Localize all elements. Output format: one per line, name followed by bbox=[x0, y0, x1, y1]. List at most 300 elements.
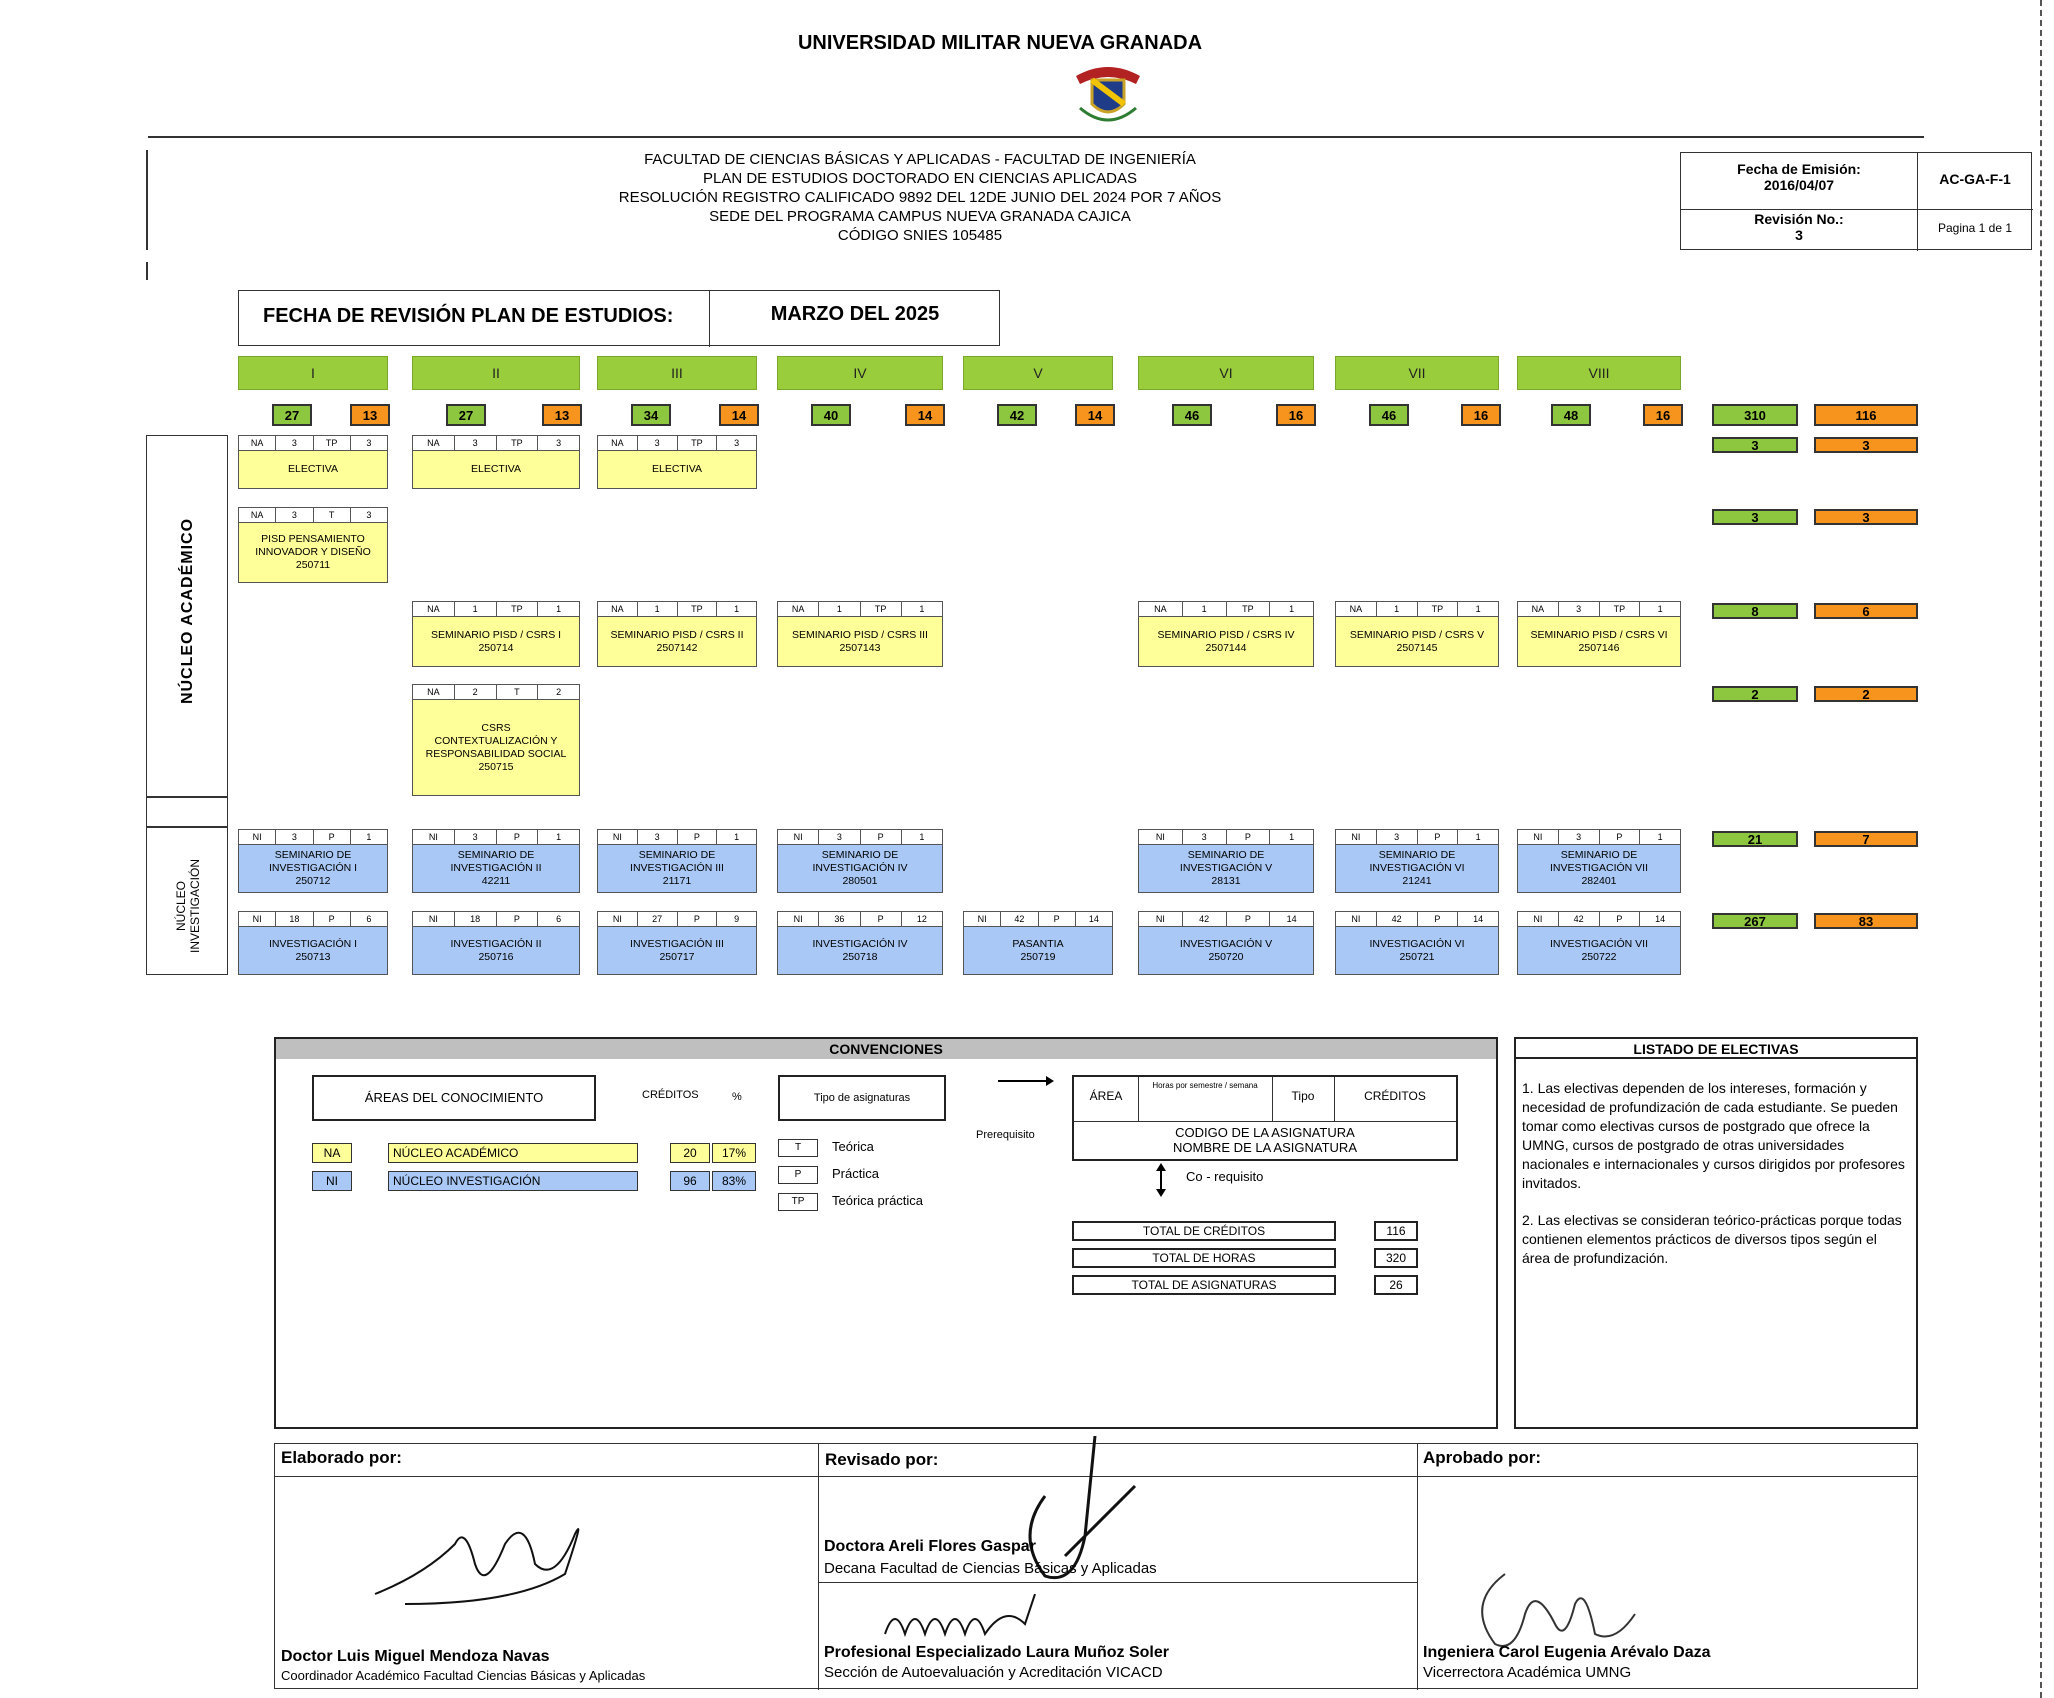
revisado1-role: Decana Facultad de Ciencias Básicas y Aplicadas bbox=[824, 1560, 1157, 1577]
course-card[interactable] bbox=[412, 684, 580, 796]
course-meta-cell: P bbox=[314, 912, 351, 926]
course-card[interactable] bbox=[1335, 601, 1499, 667]
total-credits: 116 bbox=[1814, 404, 1918, 426]
course-meta-cell: 18 bbox=[455, 912, 497, 926]
header-line-3: RESOLUCIÓN REGISTRO CALIFICADO 9892 DEL 12DE JUNIO DEL 2024 POR 7 AÑOS bbox=[618, 189, 1222, 206]
course-meta bbox=[598, 830, 756, 845]
course-meta bbox=[1518, 830, 1680, 845]
total-label: TOTAL DE ASIGNATURAS bbox=[1072, 1275, 1336, 1295]
total-value: 116 bbox=[1374, 1221, 1418, 1241]
course-meta-cell: NI bbox=[239, 830, 276, 844]
course-meta-cell: P bbox=[1418, 830, 1459, 844]
row-total-credits: 3 bbox=[1814, 509, 1918, 525]
course-line: SEMINARIO DE bbox=[638, 849, 716, 861]
aprobado-label: Aprobado por: bbox=[1423, 1448, 1542, 1467]
course-line: 250711 bbox=[295, 559, 331, 571]
course-meta-cell: 6 bbox=[366, 914, 372, 924]
course-line: 250722 bbox=[1581, 950, 1617, 963]
course-card[interactable] bbox=[1517, 911, 1681, 975]
row-total-hours: 3 bbox=[1712, 509, 1798, 525]
course-meta-cell: 1 bbox=[1183, 602, 1227, 616]
row-total-credits: 6 bbox=[1814, 603, 1918, 619]
course-line: INVESTIGACIÓN VI bbox=[1369, 937, 1465, 950]
course-meta bbox=[778, 830, 942, 845]
course-meta-cell: NI bbox=[1336, 830, 1377, 844]
course-line: 21241 bbox=[1402, 875, 1432, 887]
course-meta-cell: 42 bbox=[1001, 912, 1038, 926]
course-meta-cell: P bbox=[1418, 912, 1459, 926]
course-line: SEMINARIO DE bbox=[821, 849, 899, 861]
course-body bbox=[239, 927, 387, 974]
legend-nombre: NOMBRE DE LA ASIGNATURA bbox=[1173, 1140, 1357, 1155]
course-meta-cell: 3 bbox=[1183, 830, 1227, 844]
total-value: 26 bbox=[1374, 1275, 1418, 1295]
revision-plan-box bbox=[238, 290, 1000, 346]
course-line: ELECTIVA bbox=[652, 463, 702, 475]
elaborado-role: Coordinador Académico Facultad Ciencias Básicas y Aplicadas bbox=[281, 1668, 646, 1683]
course-card[interactable] bbox=[412, 601, 580, 667]
course-card[interactable] bbox=[1517, 829, 1681, 893]
course-meta-cell: 14 bbox=[1088, 914, 1099, 924]
course-body bbox=[964, 927, 1112, 974]
course-line: SEMINARIO PISD / CSRS III bbox=[792, 628, 928, 641]
course-meta-cell: 1 bbox=[1475, 832, 1481, 842]
semester-header-II[interactable]: II bbox=[412, 356, 580, 390]
legend-creditos: CRÉDITOS bbox=[1364, 1089, 1426, 1103]
signature-aprobado-icon bbox=[1465, 1564, 1645, 1654]
semester-header-I[interactable]: I bbox=[238, 356, 388, 390]
course-card[interactable] bbox=[963, 911, 1113, 975]
course-body bbox=[1336, 845, 1498, 892]
course-line: CSRS bbox=[481, 721, 511, 734]
course-card[interactable] bbox=[777, 601, 943, 667]
course-meta-cell: 3 bbox=[276, 508, 313, 522]
course-meta-cell: 1 bbox=[556, 604, 562, 614]
course-meta-cell: 1 bbox=[819, 602, 860, 616]
header-info bbox=[560, 150, 1280, 245]
total-hours: 310 bbox=[1712, 404, 1798, 426]
semester-header-VII[interactable]: VII bbox=[1335, 356, 1499, 390]
course-meta-cell: TP bbox=[861, 602, 902, 616]
course-card[interactable] bbox=[238, 829, 388, 893]
tipo-code: T bbox=[778, 1139, 818, 1157]
course-card[interactable] bbox=[1138, 829, 1314, 893]
course-meta-cell: NI bbox=[964, 912, 1001, 926]
convenciones-title: CONVENCIONES bbox=[276, 1039, 1496, 1059]
course-meta-cell: 3 bbox=[455, 830, 497, 844]
course-meta-cell: 1 bbox=[1289, 832, 1295, 842]
course-meta-cell: 3 bbox=[366, 438, 372, 448]
semester-credits: 14 bbox=[905, 404, 945, 426]
revision-value: 3 bbox=[1795, 227, 1803, 243]
course-meta-cell: 36 bbox=[819, 912, 860, 926]
semester-credits: 14 bbox=[1075, 404, 1115, 426]
course-meta-cell: 1 bbox=[919, 604, 925, 614]
course-meta-cell: P bbox=[861, 912, 902, 926]
course-meta-cell: NI bbox=[778, 830, 819, 844]
course-body bbox=[598, 927, 756, 974]
course-line: SEMINARIO PISD / CSRS V bbox=[1349, 628, 1485, 641]
area-credits: 96 bbox=[670, 1171, 710, 1191]
university-title: UNIVERSIDAD MILITAR NUEVA GRANADA bbox=[797, 32, 1203, 54]
page-number: Pagina 1 de 1 bbox=[1937, 221, 2013, 235]
course-line: 42211 bbox=[481, 875, 511, 887]
semester-header-IV[interactable]: IV bbox=[777, 356, 943, 390]
revisado2-role: Sección de Autoevaluación y Acreditación VICACD bbox=[824, 1664, 1163, 1681]
course-card[interactable] bbox=[777, 911, 943, 975]
aprobado-name: Ingeniera Carol Eugenia Arévalo Daza bbox=[1423, 1644, 1711, 1661]
row-total-hours: 267 bbox=[1712, 913, 1798, 929]
course-body bbox=[598, 451, 756, 488]
course-meta-cell: 1 bbox=[1657, 832, 1663, 842]
course-body bbox=[413, 451, 579, 488]
course-body bbox=[778, 927, 942, 974]
course-line: INVESTIGACIÓN VI bbox=[1369, 862, 1465, 874]
course-body bbox=[598, 845, 756, 892]
fecha-emision-value: 2016/04/07 bbox=[1763, 177, 1835, 193]
course-line: 250720 bbox=[1208, 950, 1244, 963]
course-meta-cell: P bbox=[1227, 912, 1271, 926]
course-line: ELECTIVA bbox=[288, 463, 338, 475]
course-body bbox=[413, 617, 579, 666]
course-meta-cell: 1 bbox=[1377, 602, 1418, 616]
semester-header-VI[interactable]: VI bbox=[1138, 356, 1314, 390]
course-meta-cell: NA bbox=[598, 602, 638, 616]
header-line-5: CÓDIGO SNIES 105485 bbox=[837, 227, 1003, 244]
course-body bbox=[1139, 927, 1313, 974]
course-meta bbox=[413, 602, 579, 617]
course-meta-cell: NI bbox=[413, 912, 455, 926]
legend-horas: Horas por semestre / semana bbox=[1152, 1081, 1258, 1090]
electivas-panel bbox=[1514, 1037, 1918, 1429]
course-line: 21171 bbox=[662, 875, 692, 887]
course-body bbox=[1518, 845, 1680, 892]
course-meta-cell: NA bbox=[1336, 602, 1377, 616]
course-body bbox=[1336, 927, 1498, 974]
course-meta-cell: 1 bbox=[556, 832, 562, 842]
course-line: 28131 bbox=[1211, 875, 1241, 887]
course-line: 282401 bbox=[1581, 875, 1617, 887]
course-meta-cell: 3 bbox=[1559, 830, 1600, 844]
course-meta-cell: NI bbox=[1518, 912, 1559, 926]
semester-hours: 34 bbox=[631, 404, 671, 426]
course-meta-cell: 1 bbox=[366, 832, 372, 842]
course-meta-cell: TP bbox=[678, 602, 718, 616]
course-body bbox=[239, 451, 387, 488]
course-meta-cell: 2 bbox=[455, 685, 497, 699]
header-line-4: SEDE DEL PROGRAMA CAMPUS NUEVA GRANADA CAJICA bbox=[709, 208, 1131, 225]
tipo-code: P bbox=[778, 1166, 818, 1184]
doc-control bbox=[1680, 152, 2032, 250]
umng-logo bbox=[1070, 58, 1146, 132]
total-label: TOTAL DE CRÉDITOS bbox=[1072, 1221, 1336, 1241]
course-line: 2507142 bbox=[656, 641, 698, 654]
course-line: SEMINARIO PISD / CSRS IV bbox=[1157, 628, 1295, 641]
signature-elaborado-icon bbox=[365, 1504, 595, 1614]
doc-code: AC-GA-F-1 bbox=[1939, 171, 2011, 187]
course-meta bbox=[1336, 912, 1498, 927]
area-pct: 17% bbox=[712, 1143, 756, 1163]
course-meta bbox=[1139, 830, 1313, 845]
aprobado-role: Vicerrectora Académica UMNG bbox=[1423, 1664, 1632, 1681]
course-meta-cell: NA bbox=[413, 436, 455, 450]
course-meta-cell: 18 bbox=[276, 912, 313, 926]
course-line: INVESTIGACIÓN V bbox=[1179, 937, 1273, 950]
course-body bbox=[413, 845, 579, 892]
semester-credits: 16 bbox=[1276, 404, 1316, 426]
course-meta-cell: 3 bbox=[819, 830, 860, 844]
course-card[interactable] bbox=[238, 911, 388, 975]
course-meta-cell: 9 bbox=[734, 914, 740, 924]
course-meta-cell: P bbox=[1039, 912, 1076, 926]
prerequisite-label: Prerequisito bbox=[976, 1129, 1035, 1141]
semester-hours: 27 bbox=[446, 404, 486, 426]
course-meta-cell: NI bbox=[1139, 830, 1183, 844]
course-line: INNOVADOR Y DISEÑO bbox=[255, 546, 371, 558]
course-line: 250715 bbox=[478, 760, 514, 773]
course-body bbox=[239, 845, 387, 892]
course-meta bbox=[239, 508, 387, 523]
course-meta-cell: TP bbox=[1418, 602, 1459, 616]
page-edge-line bbox=[2040, 0, 2042, 1698]
course-card[interactable] bbox=[1335, 911, 1499, 975]
course-card[interactable] bbox=[238, 507, 388, 583]
electivas-p1: 1. Las electivas dependen de los intereses, formación y necesidad de profundización de cada estudiante. Se pueden tomar como electivas cursos de postgrado que ofrece la UMNG, cursos de postgrado de otras universidades nacionales e internacionales y cursos dirigidos por profesores invitados. bbox=[1522, 1080, 1905, 1191]
course-meta-cell: 42 bbox=[1377, 912, 1418, 926]
tipo-name: Teórica práctica bbox=[832, 1193, 924, 1208]
course-meta-cell: 3 bbox=[1377, 830, 1418, 844]
course-line: 250717 bbox=[659, 950, 695, 963]
semester-hours: 46 bbox=[1369, 404, 1409, 426]
course-line: INVESTIGACIÓN II bbox=[450, 862, 542, 874]
course-meta bbox=[1139, 912, 1313, 927]
course-meta-cell: NI bbox=[1139, 912, 1183, 926]
course-meta-cell: NI bbox=[598, 830, 638, 844]
course-line: INVESTIGACIÓN IV bbox=[812, 937, 908, 950]
course-card[interactable] bbox=[412, 911, 580, 975]
semester-hours: 27 bbox=[272, 404, 312, 426]
course-line: 2507145 bbox=[1396, 641, 1438, 654]
course-card[interactable] bbox=[1138, 911, 1314, 975]
course-meta-cell: 27 bbox=[638, 912, 678, 926]
course-meta-cell: 3 bbox=[455, 436, 497, 450]
area-name: NÚCLEO INVESTIGACIÓN bbox=[388, 1171, 638, 1191]
course-line: INVESTIGACIÓN II bbox=[450, 937, 542, 950]
course-meta bbox=[778, 602, 942, 617]
legend-tipo: Tipo bbox=[1291, 1089, 1315, 1103]
area-code: NA bbox=[312, 1143, 352, 1163]
course-card[interactable] bbox=[597, 435, 757, 489]
course-meta bbox=[598, 912, 756, 927]
area-credits: 20 bbox=[670, 1143, 710, 1163]
row-total-credits: 83 bbox=[1814, 913, 1918, 929]
course-meta-cell: 14 bbox=[1473, 914, 1484, 924]
course-line: INVESTIGACIÓN I bbox=[268, 937, 358, 950]
course-card[interactable] bbox=[1517, 601, 1681, 667]
row-total-hours: 2 bbox=[1712, 686, 1798, 702]
course-meta-cell: NA bbox=[239, 508, 276, 522]
course-meta-cell: NA bbox=[1139, 602, 1183, 616]
semester-hours: 40 bbox=[811, 404, 851, 426]
total-label: TOTAL DE HORAS bbox=[1072, 1248, 1336, 1268]
course-line: 250719 bbox=[1020, 950, 1056, 963]
course-card[interactable] bbox=[597, 601, 757, 667]
course-meta-cell: 42 bbox=[1559, 912, 1600, 926]
course-line: 250718 bbox=[842, 950, 878, 963]
area-name: NÚCLEO ACADÉMICO bbox=[388, 1143, 638, 1163]
course-card[interactable] bbox=[1138, 601, 1314, 667]
course-meta-cell: 1 bbox=[919, 832, 925, 842]
course-meta-cell: 3 bbox=[638, 830, 678, 844]
course-meta bbox=[1518, 602, 1680, 617]
semester-header-V[interactable]: V bbox=[963, 356, 1113, 390]
row-total-hours: 21 bbox=[1712, 831, 1798, 847]
signatures-panel bbox=[274, 1443, 1918, 1689]
course-body bbox=[413, 927, 579, 974]
areas-label: ÁREAS DEL CONOCIMIENTO bbox=[312, 1075, 596, 1121]
course-meta-cell: 3 bbox=[276, 830, 313, 844]
revisado-label: Revisado por: bbox=[825, 1450, 939, 1469]
course-meta-cell: NI bbox=[239, 912, 276, 926]
semester-header-III[interactable]: III bbox=[597, 356, 757, 390]
course-meta-cell: 12 bbox=[916, 914, 927, 924]
course-line: SEMINARIO DE bbox=[1560, 849, 1638, 861]
course-meta-cell: NA bbox=[413, 602, 455, 616]
course-line: RESPONSABILIDAD SOCIAL bbox=[425, 747, 567, 760]
course-line: PASANTIA bbox=[1012, 937, 1064, 950]
course-card[interactable] bbox=[412, 829, 580, 893]
course-body bbox=[778, 845, 942, 892]
course-meta-cell: P bbox=[1600, 830, 1641, 844]
course-line: SEMINARIO DE bbox=[274, 849, 352, 861]
course-meta bbox=[1336, 602, 1498, 617]
course-line: 2507146 bbox=[1578, 641, 1620, 654]
course-meta-cell: 3 bbox=[638, 436, 678, 450]
course-body bbox=[413, 700, 579, 795]
revision-plan-value: MARZO DEL 2025 bbox=[770, 303, 940, 325]
course-card[interactable] bbox=[777, 829, 943, 893]
course-line: 250713 bbox=[295, 950, 331, 963]
revisado1-name: Doctora Areli Flores Gaspar bbox=[824, 1538, 1036, 1555]
semester-credits: 13 bbox=[542, 404, 582, 426]
legend-area: ÁREA bbox=[1089, 1089, 1123, 1103]
course-line: 2507144 bbox=[1205, 641, 1247, 654]
course-card[interactable] bbox=[412, 435, 580, 489]
course-meta bbox=[598, 602, 756, 617]
course-line: 280501 bbox=[842, 875, 878, 887]
course-meta bbox=[598, 436, 756, 451]
course-meta-cell: 14 bbox=[1655, 914, 1666, 924]
course-line: INVESTIGACIÓN VII bbox=[1549, 937, 1649, 950]
elaborado-name: Doctor Luis Miguel Mendoza Navas bbox=[281, 1648, 550, 1665]
course-card[interactable] bbox=[597, 911, 757, 975]
course-meta-cell: P bbox=[497, 912, 539, 926]
course-meta-cell: NA bbox=[1518, 602, 1559, 616]
creditos-col-label: CRÉDITOS bbox=[642, 1089, 699, 1101]
course-line: 250716 bbox=[478, 950, 514, 963]
semester-hours: 42 bbox=[997, 404, 1037, 426]
semester-credits: 14 bbox=[719, 404, 759, 426]
course-line: 250721 bbox=[1399, 950, 1435, 963]
course-meta-cell: NI bbox=[413, 830, 455, 844]
course-line: SEMINARIO DE bbox=[1378, 849, 1456, 861]
total-value: 320 bbox=[1374, 1248, 1418, 1268]
course-line: SEMINARIO DE bbox=[457, 849, 535, 861]
course-line: INVESTIGACIÓN VII bbox=[1549, 862, 1649, 874]
course-meta-cell: TP bbox=[497, 436, 539, 450]
area-pct: 83% bbox=[712, 1171, 756, 1191]
course-card[interactable] bbox=[238, 435, 388, 489]
course-card[interactable] bbox=[597, 829, 757, 893]
course-meta bbox=[413, 685, 579, 700]
course-meta bbox=[778, 912, 942, 927]
course-meta-cell: 14 bbox=[1286, 914, 1297, 924]
course-meta-cell: NA bbox=[598, 436, 638, 450]
revision-plan-label: FECHA DE REVISIÓN PLAN DE ESTUDIOS: bbox=[263, 305, 674, 327]
row-total-hours: 8 bbox=[1712, 603, 1798, 619]
course-meta-cell: 6 bbox=[556, 914, 562, 924]
course-meta-cell: P bbox=[1600, 912, 1641, 926]
course-meta-cell: T bbox=[497, 685, 539, 699]
course-meta-cell: P bbox=[1227, 830, 1271, 844]
course-meta-cell: NI bbox=[778, 912, 819, 926]
course-line: INVESTIGACIÓN V bbox=[1179, 862, 1273, 874]
course-line: SEMINARIO DE bbox=[1187, 849, 1265, 861]
course-meta-cell: NI bbox=[1518, 830, 1559, 844]
course-body bbox=[1336, 617, 1498, 666]
course-meta-cell: 2 bbox=[556, 687, 562, 697]
course-meta-cell: 1 bbox=[1657, 604, 1663, 614]
course-meta-cell: 1 bbox=[734, 832, 740, 842]
course-meta-cell: P bbox=[678, 830, 718, 844]
course-card[interactable] bbox=[1335, 829, 1499, 893]
course-meta-cell: P bbox=[314, 830, 351, 844]
course-meta bbox=[964, 912, 1112, 927]
fecha-emision-label: Fecha de Emisión: bbox=[1737, 161, 1861, 177]
course-body bbox=[1518, 617, 1680, 666]
course-body bbox=[778, 617, 942, 666]
course-meta-cell: 1 bbox=[734, 604, 740, 614]
course-meta-cell: 1 bbox=[455, 602, 497, 616]
course-meta bbox=[413, 436, 579, 451]
semester-header-VIII[interactable]: VIII bbox=[1517, 356, 1681, 390]
course-body bbox=[1139, 845, 1313, 892]
course-meta-cell: 42 bbox=[1183, 912, 1227, 926]
revisado2-name: Profesional Especializado Laura Muñoz Soler bbox=[824, 1644, 1169, 1661]
electivas-p2: 2. Las electivas se consideran teórico-prácticas porque todas contienen elementos prácticos de diversos tipos según el área de profundización. bbox=[1522, 1212, 1902, 1266]
course-meta-cell: NA bbox=[413, 685, 455, 699]
course-line: SEMINARIO PISD / CSRS II bbox=[610, 628, 744, 641]
course-line: ELECTIVA bbox=[471, 463, 521, 475]
course-body bbox=[1518, 927, 1680, 974]
course-line: 2507143 bbox=[839, 641, 881, 654]
nucleo-academico-side bbox=[146, 435, 228, 797]
course-meta-cell: NA bbox=[778, 602, 819, 616]
course-meta-cell: TP bbox=[678, 436, 718, 450]
course-meta-cell: TP bbox=[1600, 602, 1641, 616]
course-meta-cell: NI bbox=[598, 912, 638, 926]
course-meta-cell: 3 bbox=[1559, 602, 1600, 616]
nucleo-investigacion-side bbox=[146, 827, 228, 975]
course-line: INVESTIGACIÓN III bbox=[630, 937, 724, 950]
corequisite-arrow-icon bbox=[1154, 1163, 1168, 1197]
area-code: NI bbox=[312, 1171, 352, 1191]
course-line: 250714 bbox=[478, 641, 514, 654]
semester-hours: 46 bbox=[1172, 404, 1212, 426]
course-meta bbox=[413, 830, 579, 845]
course-meta bbox=[1518, 912, 1680, 927]
course-meta-cell: P bbox=[861, 830, 902, 844]
